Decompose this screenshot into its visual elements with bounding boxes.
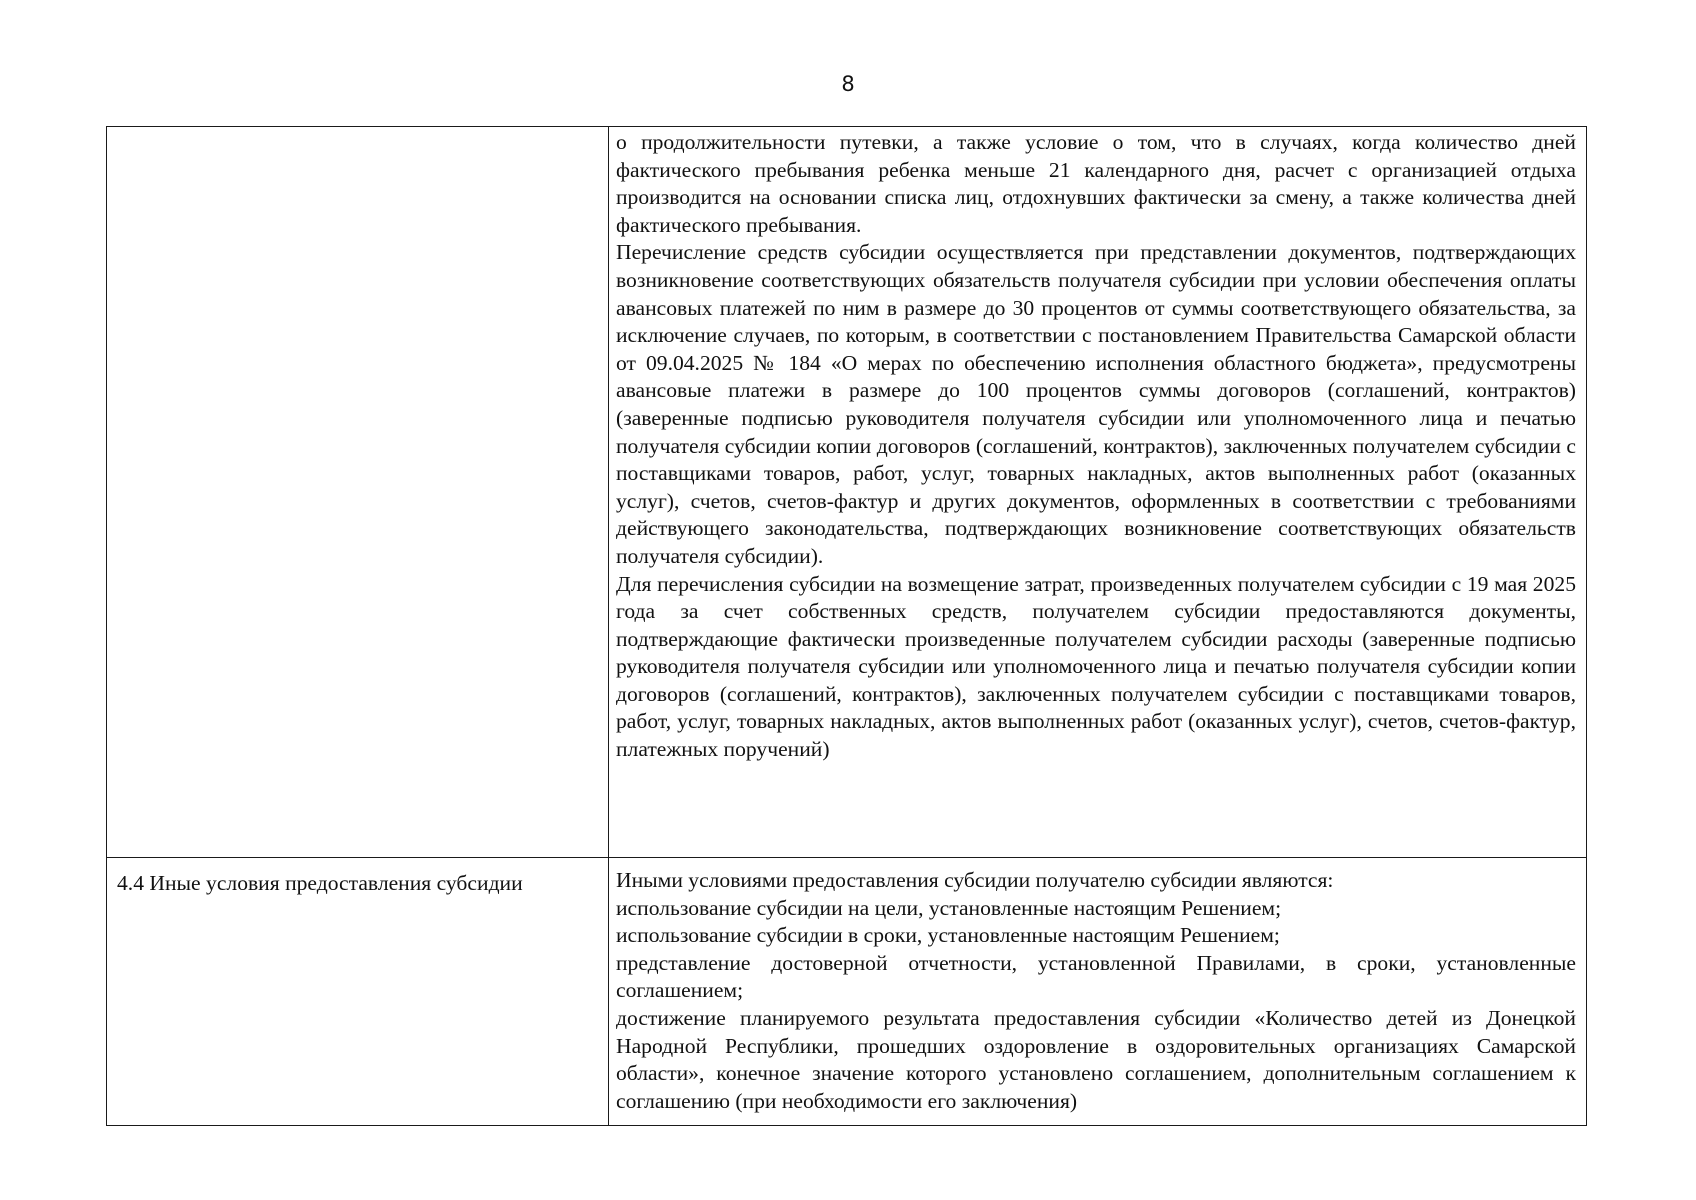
row-content-cell [609, 858, 1587, 1126]
table-row [107, 127, 1587, 858]
paragraph-condition-deadline: использование субсидии в сроки, установленные настоящим Решением; [616, 923, 1280, 948]
conditions-table [106, 126, 1587, 1126]
paragraph-condition-result: достижение планируемого результата предоставления субсидии «Количество детей из Донецкой Народной Республики, прошедших оздоровление в оздоровительных организациях Самарской области», конечное значение которого установлено соглашением, дополнительным соглашением к соглашению (при необходимости его заключения) [616, 1005, 1576, 1113]
paragraph-condition-reporting: представление достоверной отчетности, установленной Правилами, в сроки, установленные соглашением; [616, 950, 1576, 1003]
paragraph-duration-condition: о продолжительности путевки, а также условие о том, что в случаях, когда количество дней фактического пребывания ребенка меньше 21 календарного дня, расчет с организацией отдыха производится на основании списка лиц, отдохнувших фактически за смену, а также количества дней фактического пребывания. [616, 130, 1576, 237]
page-number: 8 [841, 72, 855, 96]
table-row [107, 858, 1587, 1126]
paragraph-funds-transfer: Перечисление средств субсидии осуществляется при представлении документов, подтверждающих возникновение соответствующих обязательств получателя субсидии при условии обеспечения оплаты авансовых платежей по ним в размере до 30 процентов от суммы соответствующего обязательства, за исключение случаев, по которым, в соответствии с постановлением Правительства Самарской области от 09.04.2025 № 184 «О мерах по обеспечению исполнения областного бюджета», предусмотрены авансовые платежи в размере до 100 процентов суммы договоров (соглашений, контрактов) (заверенные подписью руководителя получателя субсидии или уполномоченного лица и печатью получателя субсидии копии договоров (соглашений, контрактов), заключенных получателем субсидии с поставщиками товаров, работ, услуг, товарных накладных, актов выполненных работ (оказанных услуг), счетов, счетов-фактур и других документов, оформленных в соответствии с требованиями действующего законодательства, подтверждающих возникновение соответствующих обязательств получателя субсидии). [616, 240, 1576, 568]
paragraph-condition-purpose: использование субсидии на цели, установленные настоящим Решением; [616, 895, 1282, 920]
row-label-cell: 4.4 Иные условия предоставления субсидии [107, 858, 609, 1126]
row-content-cell [609, 127, 1587, 858]
row-label-cell [107, 127, 609, 858]
paragraph-reimbursement: Для перечисления субсидии на возмещение затрат, произведенных получателем субсидии с 19 мая 2025 года за счет собственных средств, получателем субсидии предоставляются документы, подтверждающие фактически произведенные получателем субсидии расходы (заверенные подписью руководителя получателя субсидии или уполномоченного лица и печатью получателя субсидии копии договоров (соглашений, контрактов), заключенных получателем субсидии с поставщиками товаров, работ, услуг, товарных накладных, актов выполненных работ (оказанных услуг), счетов, счетов-фактур, платежных поручений) [616, 571, 1576, 762]
paragraph-other-conditions-intro: Иными условиями предоставления субсидии получателю субсидии являются: [616, 868, 1334, 892]
